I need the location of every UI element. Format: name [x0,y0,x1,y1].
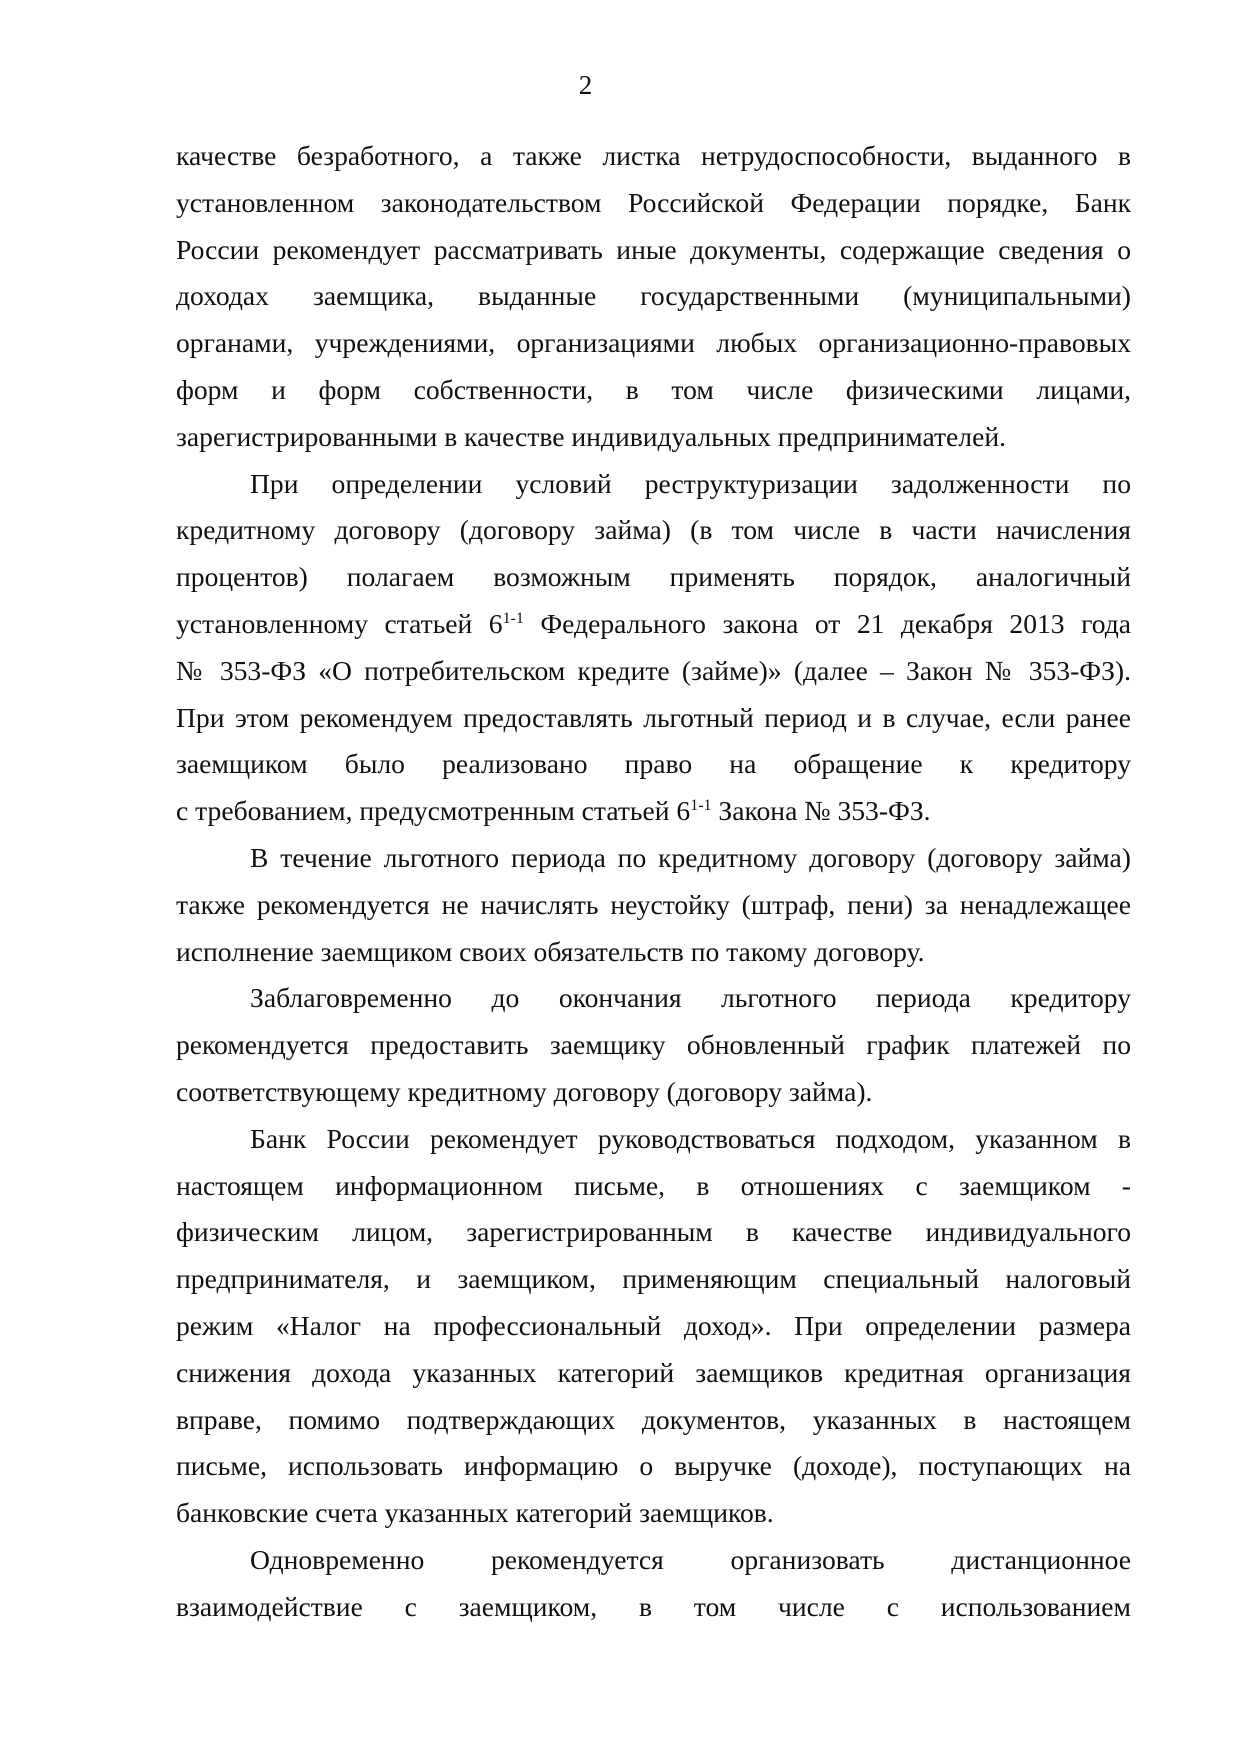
text-line: рекомендуется предоставить заемщику обновленный график платежей по [176,1029,1131,1061]
text-line: взаимодействие с заемщиком, в том числе с использованием [176,1590,1131,1622]
text-line: России рекомендует рассматривать иные документы, содержащие сведения о [176,233,1131,265]
text-line: органами, учреждениями, организациями любых организационно-правовых [176,327,1131,359]
text-segment: установленному статьей 6 [176,607,503,639]
text-line: форм и форм собственности, в том числе физическими лицами, [176,373,1131,405]
text-line: зарегистрированными в качестве индивидуальных предпринимателей. [176,420,1006,452]
text-line: физическим лицом, зарегистрированным в качестве индивидуального [176,1216,1131,1248]
text-line: режим «Налог на профессиональный доход». При определении размера [176,1309,1131,1341]
text-line: исполнение заемщиком своих обязательств по такому договору. [176,935,925,967]
text-line: соответствующему кредитному договору (договору займа). [176,1075,873,1107]
text-line: При определении условий реструктуризации задолженности по [250,467,1131,499]
text-segment: Федерального закона от 21 декабря 2013 года [523,607,1131,639]
text-line: кредитному договору (договору займа) (в том числе в части начисления [176,514,1131,546]
text-line: банковские счета указанных категорий заемщиков. [176,1497,774,1529]
text-line [176,788,1131,835]
text-line: доходах заемщика, выданные государственными (муниципальными) [176,280,1131,312]
text-line: вправе, помимо подтверждающих документов, указанных в настоящем [176,1403,1131,1435]
text-line: предпринимателя, и заемщиком, применяющим специальный налоговый [176,1263,1131,1295]
text-line: При этом рекомендуем предоставлять льготный период и в случае, если ранее [176,701,1131,733]
document-body [176,133,1131,1631]
text-line: снижения дохода указанных категорий заемщиков кредитная организация [176,1356,1131,1388]
text-line: также рекомендуется не начислять неустойку (штраф, пени) за ненадлежащее [176,888,1131,920]
superscript: 1-1 [690,796,712,814]
superscript: 1-1 [502,609,524,627]
text-line: качестве безработного, а также листка нетрудоспособности, выданного в [176,140,1131,171]
text-line: письме, использовать информацию о выручке (доходе), поступающих на [176,1450,1131,1482]
page-number: 2 [578,70,593,100]
text-line: процентов) полагаем возможным применять порядок, аналогичный [176,561,1131,593]
text-line: настоящем информационном письме, в отношениях с заемщиком - [176,1169,1131,1201]
text-line: Банк России рекомендует руководствоваться подходом, указанном в [250,1122,1131,1154]
text-segment: с требованием, предусмотренным статьей 6 [176,795,691,827]
text-line: № 353-ФЗ «О потребительском кредите (займе)» (далее – Закон № 353-ФЗ). [176,654,1131,686]
text-line [176,601,1131,648]
text-segment: Закона № 353-ФЗ. [711,795,931,827]
text-line: Одновременно рекомендуется организовать дистанционное [250,1543,1131,1575]
text-line: установленном законодательством Российской Федерации порядке, Банк [176,186,1131,218]
text-line: Заблаговременно до окончания льготного периода кредитору [250,982,1131,1014]
text-line: заемщиком было реализовано право на обращение к кредитору [176,748,1131,780]
text-line: В течение льготного периода по кредитному договору (договору займа) [250,841,1131,873]
